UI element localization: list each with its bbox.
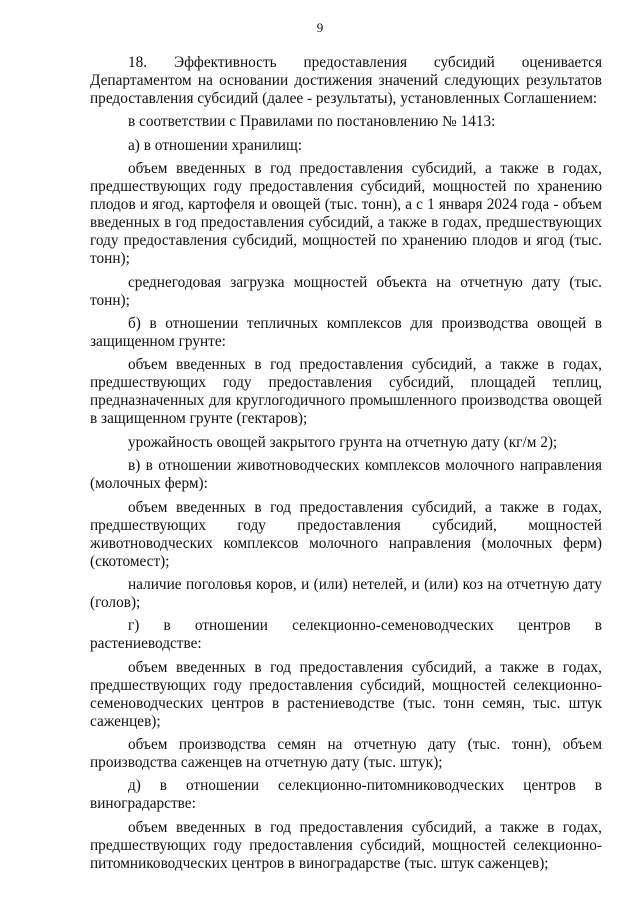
paragraph: объем введенных в год предоставления субсидий, а также в годах, предшествующих году предоставления субсидий, мощностей селекционно-питомниководческих центров в виноградарстве (тыс. штук саженцев); — [90, 818, 602, 872]
paragraph: г) в отношении селекционно-семеноводческих центров в растениеводстве: — [90, 617, 602, 653]
paragraph: 18. Эффективность предоставления субсидий оценивается Департаментом на основании достижения значений следующих результатов предоставления субсидий (далее - результаты), установленных Соглашением: — [90, 54, 602, 107]
paragraph: в соответствии с Правилами по постановлению № 1413: — [128, 113, 496, 131]
paragraph: в) в отношении животноводческих комплексов молочного направления (молочных ферм): — [90, 457, 602, 493]
paragraph: объем введенных в год предоставления субсидий, а также в годах, предшествующих году предоставления субсидий, мощностей животноводческих комплексов молочного направления (молочных ферм) (скотомест); — [90, 498, 602, 570]
paragraph: объем введенных в год предоставления субсидий, а также в годах, предшествующих году предоставления субсидий, мощностей по хранению плодов и ягод, картофеля и овощей (тыс. тонн), а с 1 января 2024 года - объем введенных в год предоставления субсидий, а также в годах, предшествующих году предоставления субсидий, мощностей по хранению плодов и ягод (тыс. тонн); — [90, 160, 602, 268]
paragraph: объем производства семян на отчетную дату (тыс. тонн), объем производства саженцев на отчетную дату (тыс. штук); — [90, 736, 602, 772]
paragraph: б) в отношении тепличных комплексов для производства овощей в защищенном грунте: — [90, 314, 602, 350]
paragraph: объем введенных в год предоставления субсидий, а также в годах, предшествующих году предоставления субсидий, площадей теплиц, предназначенных для круглогодичного промышленного производства овощей в защищенном грунте (гектаров); — [90, 356, 602, 428]
paragraph: урожайность овощей закрытого грунта на отчетную дату (кг/м 2); — [128, 433, 558, 451]
paragraph: д) в отношении селекционно-питомниководческих центров в виноградарстве: — [90, 777, 602, 813]
paragraph: наличие поголовья коров, и (или) нетелей, и (или) коз на отчетную дату (голов); — [90, 575, 602, 611]
paragraph: среднегодовая загрузка мощностей объекта на отчетную дату (тыс. тонн); — [90, 273, 602, 309]
paragraph: объем введенных в год предоставления субсидий, а также в годах, предшествующих году предоставления субсидий, мощностей селекционно-семеноводческих центров в растениеводстве (тыс. тонн семян, тыс. штук саженцев); — [90, 658, 602, 730]
page-number: 9 — [316, 20, 324, 35]
document-body — [90, 54, 602, 873]
paragraph: а) в отношении хранилищ: — [128, 136, 302, 154]
